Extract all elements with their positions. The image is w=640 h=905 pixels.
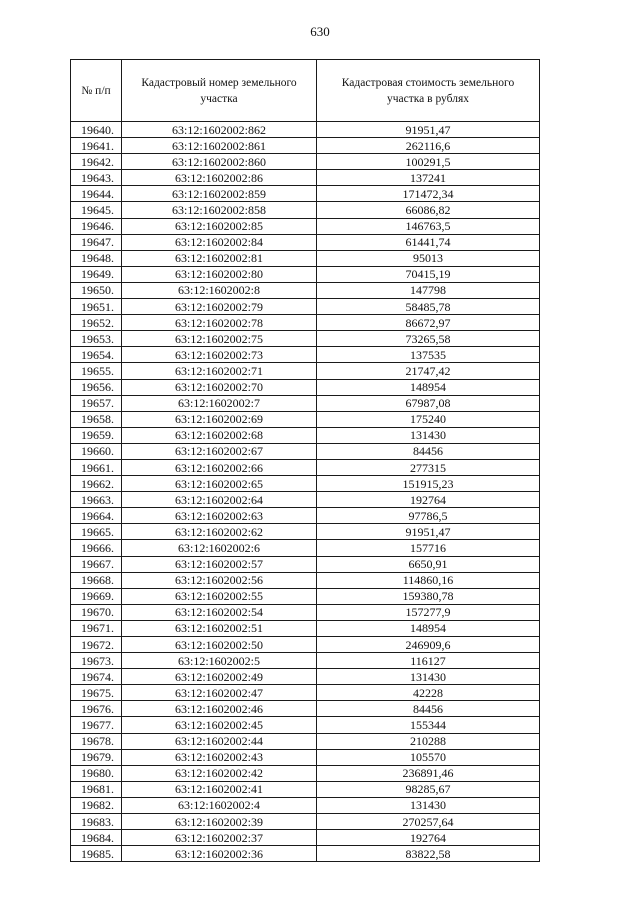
row-number-cell: 19642. <box>71 154 122 170</box>
row-number-cell: 19640. <box>71 122 122 138</box>
row-number-cell: 19648. <box>71 250 122 266</box>
cadastral-value-cell: 192764 <box>317 492 540 508</box>
cadastral-number-cell: 63:12:1602002:43 <box>122 749 317 765</box>
cadastral-value-cell: 116127 <box>317 653 540 669</box>
row-number-cell: 19673. <box>71 653 122 669</box>
row-number-cell: 19653. <box>71 331 122 347</box>
row-number-cell: 19662. <box>71 476 122 492</box>
cadastral-number-cell: 63:12:1602002:39 <box>122 814 317 830</box>
table-row <box>71 685 540 701</box>
row-number-cell: 19679. <box>71 749 122 765</box>
cadastral-number-cell: 63:12:1602002:861 <box>122 138 317 154</box>
row-number-cell: 19675. <box>71 685 122 701</box>
cadastral-number-cell: 63:12:1602002:75 <box>122 331 317 347</box>
cadastral-value-cell: 262116,6 <box>317 138 540 154</box>
table-row <box>71 427 540 443</box>
row-number-cell: 19644. <box>71 186 122 202</box>
cadastral-number-cell: 63:12:1602002:81 <box>122 250 317 266</box>
header-cadastral-value: Кадастровая стоимость земельного участка в рублях <box>317 60 540 122</box>
row-number-cell: 19660. <box>71 443 122 459</box>
row-number-cell: 19655. <box>71 363 122 379</box>
cadastral-number-cell: 63:12:1602002:66 <box>122 459 317 475</box>
header-row <box>71 60 540 122</box>
row-number-cell: 19647. <box>71 234 122 250</box>
table-row <box>71 749 540 765</box>
cadastral-value-cell: 270257,64 <box>317 814 540 830</box>
table-row <box>71 572 540 588</box>
cadastral-value-cell: 95013 <box>317 250 540 266</box>
table-row <box>71 765 540 781</box>
row-number-cell: 19658. <box>71 411 122 427</box>
cadastral-value-cell: 84456 <box>317 443 540 459</box>
cadastral-number-cell: 63:12:1602002:858 <box>122 202 317 218</box>
cadastral-number-cell: 63:12:1602002:7 <box>122 395 317 411</box>
cadastral-number-cell: 63:12:1602002:36 <box>122 846 317 862</box>
cadastral-number-cell: 63:12:1602002:859 <box>122 186 317 202</box>
header-row-number: № п/п <box>71 60 122 122</box>
cadastral-number-cell: 63:12:1602002:56 <box>122 572 317 588</box>
cadastral-number-cell: 63:12:1602002:69 <box>122 411 317 427</box>
table-row <box>71 814 540 830</box>
row-number-cell: 19661. <box>71 459 122 475</box>
row-number-cell: 19681. <box>71 781 122 797</box>
table-header <box>71 60 540 122</box>
cadastral-number-cell: 63:12:1602002:86 <box>122 170 317 186</box>
cadastral-value-cell: 155344 <box>317 717 540 733</box>
table-row <box>71 492 540 508</box>
cadastral-number-cell: 63:12:1602002:85 <box>122 218 317 234</box>
table-row <box>71 218 540 234</box>
cadastral-value-cell: 147798 <box>317 282 540 298</box>
cadastral-value-cell: 91951,47 <box>317 524 540 540</box>
table-row <box>71 637 540 653</box>
row-number-cell: 19649. <box>71 266 122 282</box>
cadastral-number-cell: 63:12:1602002:860 <box>122 154 317 170</box>
cadastral-number-cell: 63:12:1602002:68 <box>122 427 317 443</box>
table-row <box>71 331 540 347</box>
row-number-cell: 19669. <box>71 588 122 604</box>
cadastral-value-cell: 67987,08 <box>317 395 540 411</box>
table-body <box>71 122 540 862</box>
table-row <box>71 299 540 315</box>
table-row <box>71 830 540 846</box>
cadastral-value-cell: 61441,74 <box>317 234 540 250</box>
cadastral-value-cell: 131430 <box>317 797 540 813</box>
cadastral-number-cell: 63:12:1602002:65 <box>122 476 317 492</box>
cadastral-value-cell: 210288 <box>317 733 540 749</box>
row-number-cell: 19656. <box>71 379 122 395</box>
cadastral-number-cell: 63:12:1602002:37 <box>122 830 317 846</box>
table-row <box>71 363 540 379</box>
cadastral-value-cell: 83822,58 <box>317 846 540 862</box>
cadastral-number-cell: 63:12:1602002:41 <box>122 781 317 797</box>
table-row <box>71 315 540 331</box>
cadastral-value-cell: 131430 <box>317 669 540 685</box>
cadastral-number-cell: 63:12:1602002:47 <box>122 685 317 701</box>
cadastral-value-cell: 146763,5 <box>317 218 540 234</box>
cadastral-number-cell: 63:12:1602002:63 <box>122 508 317 524</box>
table-row <box>71 476 540 492</box>
table-row <box>71 508 540 524</box>
cadastral-value-cell: 105570 <box>317 749 540 765</box>
row-number-cell: 19674. <box>71 669 122 685</box>
row-number-cell: 19684. <box>71 830 122 846</box>
row-number-cell: 19659. <box>71 427 122 443</box>
cadastral-value-cell: 175240 <box>317 411 540 427</box>
cadastral-value-cell: 21747,42 <box>317 363 540 379</box>
row-number-cell: 19645. <box>71 202 122 218</box>
table-row <box>71 620 540 636</box>
row-number-cell: 19663. <box>71 492 122 508</box>
cadastral-number-cell: 63:12:1602002:62 <box>122 524 317 540</box>
cadastral-number-cell: 63:12:1602002:4 <box>122 797 317 813</box>
row-number-cell: 19641. <box>71 138 122 154</box>
cadastral-value-cell: 42228 <box>317 685 540 701</box>
cadastral-number-cell: 63:12:1602002:5 <box>122 653 317 669</box>
cadastral-value-cell: 66086,82 <box>317 202 540 218</box>
cadastral-value-table <box>70 59 540 862</box>
table-row <box>71 154 540 170</box>
cadastral-number-cell: 63:12:1602002:45 <box>122 717 317 733</box>
cadastral-value-cell: 236891,46 <box>317 765 540 781</box>
table-row <box>71 556 540 572</box>
cadastral-number-cell: 63:12:1602002:73 <box>122 347 317 363</box>
cadastral-value-cell: 6650,91 <box>317 556 540 572</box>
cadastral-number-cell: 63:12:1602002:79 <box>122 299 317 315</box>
table-row <box>71 170 540 186</box>
table-row <box>71 411 540 427</box>
cadastral-number-cell: 63:12:1602002:50 <box>122 637 317 653</box>
cadastral-number-cell: 63:12:1602002:67 <box>122 443 317 459</box>
table-row <box>71 395 540 411</box>
table-row <box>71 347 540 363</box>
row-number-cell: 19643. <box>71 170 122 186</box>
row-number-cell: 19664. <box>71 508 122 524</box>
cadastral-value-cell: 157277,9 <box>317 604 540 620</box>
row-number-cell: 19678. <box>71 733 122 749</box>
cadastral-value-cell: 137535 <box>317 347 540 363</box>
table-row <box>71 701 540 717</box>
table-row <box>71 797 540 813</box>
cadastral-value-cell: 84456 <box>317 701 540 717</box>
cadastral-number-cell: 63:12:1602002:51 <box>122 620 317 636</box>
cadastral-value-cell: 98285,67 <box>317 781 540 797</box>
table-row <box>71 266 540 282</box>
table-row <box>71 846 540 862</box>
cadastral-number-cell: 63:12:1602002:8 <box>122 282 317 298</box>
row-number-cell: 19654. <box>71 347 122 363</box>
cadastral-value-cell: 58485,78 <box>317 299 540 315</box>
table-row <box>71 459 540 475</box>
cadastral-value-cell: 97786,5 <box>317 508 540 524</box>
table-row <box>71 717 540 733</box>
table-row <box>71 202 540 218</box>
cadastral-value-cell: 192764 <box>317 830 540 846</box>
cadastral-number-cell: 63:12:1602002:44 <box>122 733 317 749</box>
cadastral-number-cell: 63:12:1602002:6 <box>122 540 317 556</box>
row-number-cell: 19665. <box>71 524 122 540</box>
table-row <box>71 234 540 250</box>
table-row <box>71 122 540 138</box>
row-number-cell: 19682. <box>71 797 122 813</box>
table-row <box>71 250 540 266</box>
row-number-cell: 19651. <box>71 299 122 315</box>
cadastral-value-cell: 137241 <box>317 170 540 186</box>
table-row <box>71 379 540 395</box>
cadastral-number-cell: 63:12:1602002:64 <box>122 492 317 508</box>
row-number-cell: 19646. <box>71 218 122 234</box>
cadastral-number-cell: 63:12:1602002:70 <box>122 379 317 395</box>
row-number-cell: 19667. <box>71 556 122 572</box>
cadastral-value-cell: 86672,97 <box>317 315 540 331</box>
cadastral-value-cell: 91951,47 <box>317 122 540 138</box>
cadastral-value-cell: 131430 <box>317 427 540 443</box>
row-number-cell: 19685. <box>71 846 122 862</box>
table-row <box>71 282 540 298</box>
cadastral-value-cell: 70415,19 <box>317 266 540 282</box>
cadastral-number-cell: 63:12:1602002:84 <box>122 234 317 250</box>
row-number-cell: 19668. <box>71 572 122 588</box>
cadastral-number-cell: 63:12:1602002:54 <box>122 604 317 620</box>
cadastral-value-cell: 159380,78 <box>317 588 540 604</box>
row-number-cell: 19657. <box>71 395 122 411</box>
cadastral-value-cell: 277315 <box>317 459 540 475</box>
table-row <box>71 604 540 620</box>
cadastral-number-cell: 63:12:1602002:46 <box>122 701 317 717</box>
table-row <box>71 443 540 459</box>
cadastral-number-cell: 63:12:1602002:49 <box>122 669 317 685</box>
page-number: 630 <box>310 24 330 39</box>
row-number-cell: 19672. <box>71 637 122 653</box>
table-row <box>71 653 540 669</box>
cadastral-number-cell: 63:12:1602002:42 <box>122 765 317 781</box>
row-number-cell: 19671. <box>71 620 122 636</box>
cadastral-value-cell: 171472,34 <box>317 186 540 202</box>
table-row <box>71 186 540 202</box>
row-number-cell: 19670. <box>71 604 122 620</box>
cadastral-value-cell: 73265,58 <box>317 331 540 347</box>
row-number-cell: 19676. <box>71 701 122 717</box>
cadastral-value-cell: 151915,23 <box>317 476 540 492</box>
cadastral-number-cell: 63:12:1602002:55 <box>122 588 317 604</box>
cadastral-number-cell: 63:12:1602002:80 <box>122 266 317 282</box>
row-number-cell: 19666. <box>71 540 122 556</box>
row-number-cell: 19683. <box>71 814 122 830</box>
row-number-cell: 19677. <box>71 717 122 733</box>
cadastral-number-cell: 63:12:1602002:862 <box>122 122 317 138</box>
header-cadastral-number: Кадастровый номер земельного участка <box>122 60 317 122</box>
row-number-cell: 19650. <box>71 282 122 298</box>
row-number-cell: 19652. <box>71 315 122 331</box>
row-number-cell: 19680. <box>71 765 122 781</box>
cadastral-value-cell: 100291,5 <box>317 154 540 170</box>
cadastral-value-cell: 148954 <box>317 379 540 395</box>
table-row <box>71 733 540 749</box>
table-row <box>71 138 540 154</box>
table-row <box>71 588 540 604</box>
table-row <box>71 540 540 556</box>
table-row <box>71 781 540 797</box>
table-row <box>71 669 540 685</box>
cadastral-value-cell: 114860,16 <box>317 572 540 588</box>
table-row <box>71 524 540 540</box>
cadastral-value-cell: 157716 <box>317 540 540 556</box>
cadastral-number-cell: 63:12:1602002:57 <box>122 556 317 572</box>
cadastral-number-cell: 63:12:1602002:71 <box>122 363 317 379</box>
cadastral-value-cell: 148954 <box>317 620 540 636</box>
cadastral-value-cell: 246909,6 <box>317 637 540 653</box>
cadastral-number-cell: 63:12:1602002:78 <box>122 315 317 331</box>
